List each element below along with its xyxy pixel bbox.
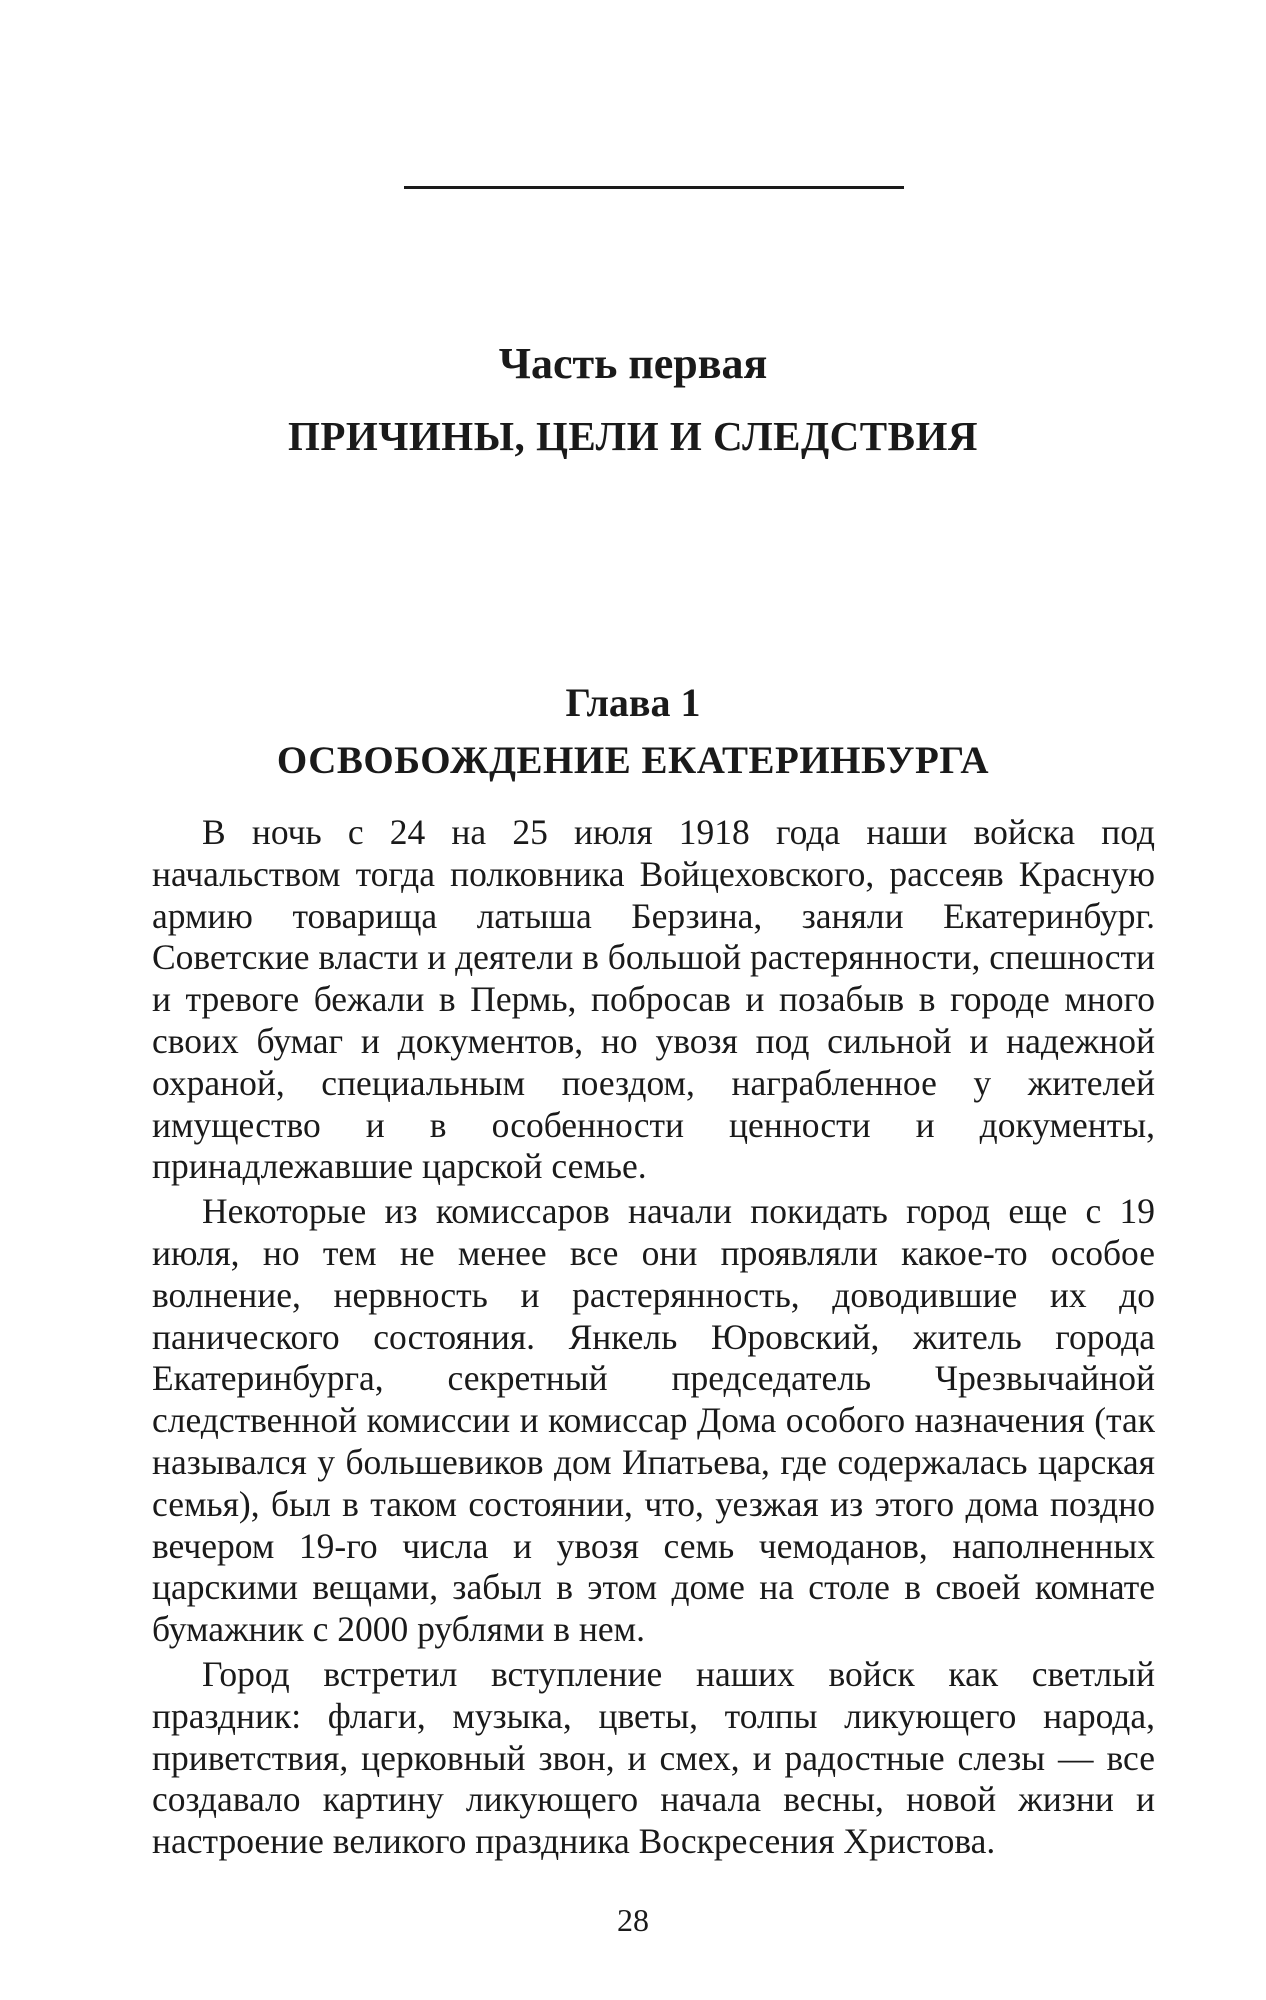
top-rule <box>404 186 904 189</box>
body-text <box>152 812 1155 1866</box>
page-number: 28 <box>617 1902 649 1938</box>
chapter-label: Глава 1 <box>565 680 701 725</box>
part-label: Часть первая <box>498 339 768 388</box>
part-title: ПРИЧИНЫ, ЦЕЛИ И СЛЕДСТВИЯ <box>288 413 978 459</box>
chapter-title: ОСВОБОЖДЕНИЕ ЕКАТЕРИНБУРГА <box>276 739 990 782</box>
paragraph-2: Некоторые из комиссаров начали покидать город еще с 19 июля, но тем не менее все они проявляли какое-то особое волнение, нервность и растерянность, доводившие их до панического состояния. Янкель Юровский, житель города Екатеринбурга, секретный председатель Чрезвычайной следственной комиссии и комиссар Дома особого назначения (так назывался у большевиков дом Ипатьева, где содержалась царская семья), был в таком состоянии, что, уезжая из этого дома поздно вечером 19-го числа и увозя семь чемоданов, наполненных царскими вещами, забыл в этом доме на столе в своей комнате бумажник с 2000 рублями в нем. <box>152 1191 1155 1650</box>
paragraph-1: В ночь с 24 на 25 июля 1918 года наши войска под начальством тогда полковника Войцеховского, рассеяв Красную армию товарища латыша Берзина, заняли Екатеринбург. Советские власти и деятели в большой растерянности, спешности и тревоге бежали в Пермь, побросав и позабыв в городе много своих бумаг и документов, но увозя под сильной и надежной охраной, специальным поездом, награбленное у жителей имущество и в особенности ценности и документы, принадлежавшие царской семье. <box>152 812 1155 1187</box>
paragraph-3: Город встретил вступление наших войск как светлый праздник: флаги, музыка, цветы, толпы ликующего народа, приветствия, церковный звон, и смех, и радостные слезы — все создавало картину ликующего начала весны, новой жизни и настроение великого праздника Воскресения Христова. <box>152 1653 1155 1862</box>
